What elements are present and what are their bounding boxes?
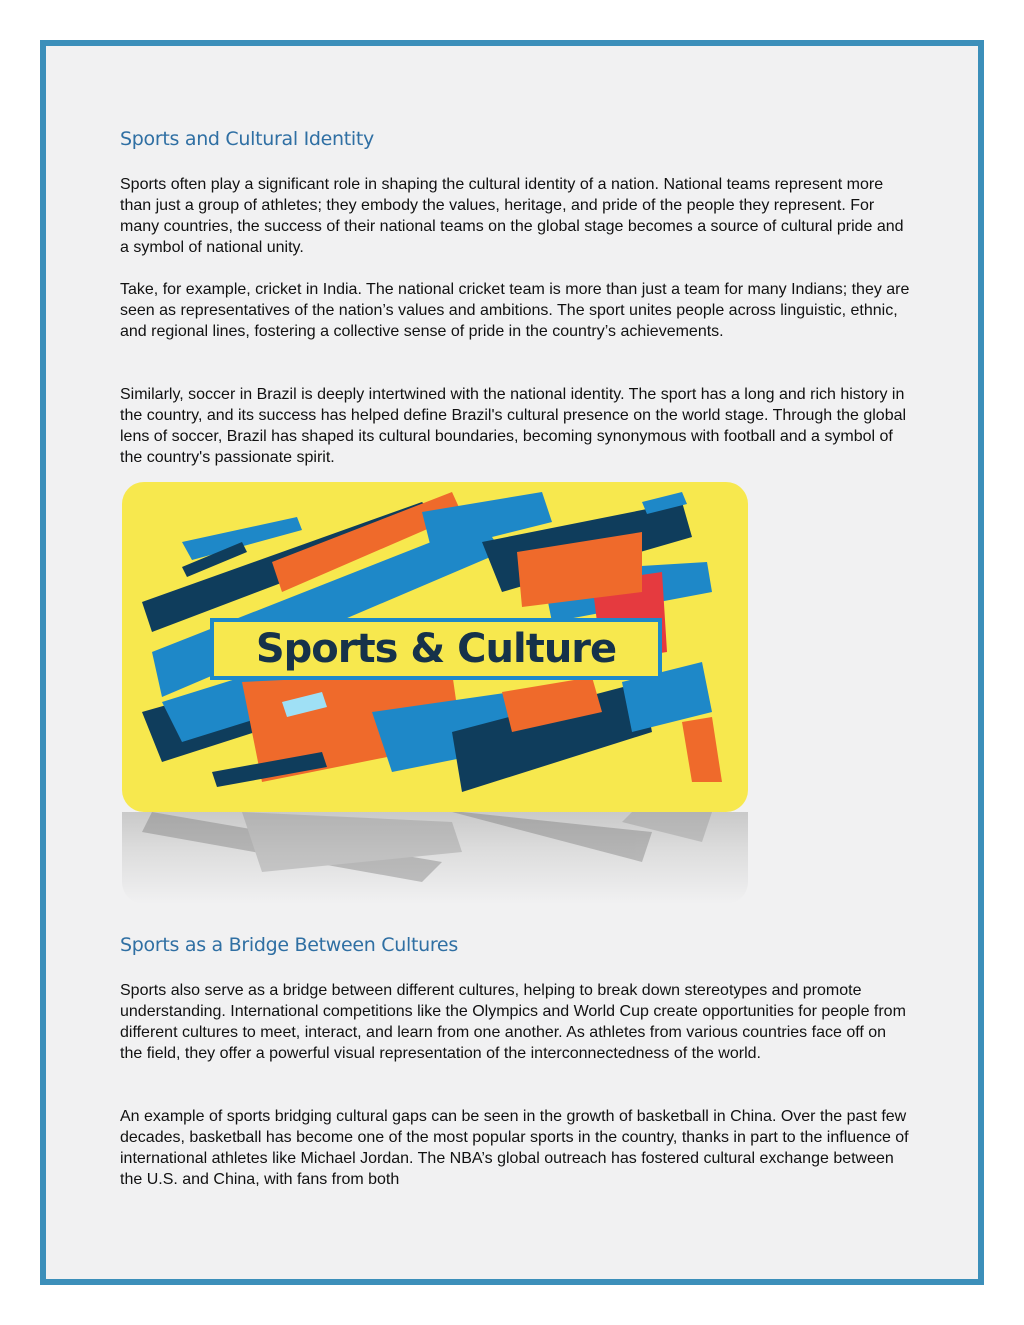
image-reflection	[122, 812, 748, 904]
paragraph: Take, for example, cricket in India. The national cricket team is more than just a team for many Indians; they are seen as representatives of the nation’s values and ambitions. The sport unites people across linguistic, ethnic, and regional lines, fostering a collective sense of pride in the country’s achievements.	[120, 281, 910, 340]
paragraph: Sports often play a significant role in shaping the cultural identity of a nation. National teams represent more than just a group of athletes; they embody the values, heritage, and pride of the people they represent. For many countries, the success of their national teams on the global stage becomes a source of cultural pride and a symbol of national unity.	[120, 176, 904, 256]
banner	[210, 618, 662, 680]
reflection-strokes	[122, 812, 748, 904]
image-artwork	[122, 482, 748, 812]
banner-title: Sports & Culture	[255, 626, 617, 672]
paragraph: An example of sports bridging cultural gaps can be seen in the growth of basketball in China. Over the past few decades, basketball has become one of the most popular sports in the country, thanks in part to the influence of international athletes like Michael Jordan. The NBA’s global outreach has fostered cultural exchange between the U.S. and China, with fans from both	[120, 1108, 909, 1188]
paragraph: Similarly, soccer in Brazil is deeply intertwined with the national identity. The sport has a long and rich history in the country, and its success has helped define Brazil's cultural presence on the world stage. Through the global lens of soccer, Brazil has shaped its cultural boundaries, becoming synonymous with football and a symbol of the country's passionate spirit.	[120, 386, 907, 466]
paragraph: Sports also serve as a bridge between different cultures, helping to break down stereotypes and promote understanding. International competitions like the Olympics and World Cup create opportunities for people from different cultures to meet, interact, and learn from one another. As athletes from various countries face off on the field, they offer a powerful visual representation of the interconnectedness of the world.	[120, 982, 906, 1062]
page-frame	[40, 40, 984, 1285]
sports-culture-image	[122, 482, 748, 912]
section-heading-bridge-between-cultures: Sports as a Bridge Between Cultures	[120, 934, 458, 956]
section-heading-cultural-identity: Sports and Cultural Identity	[120, 128, 375, 150]
